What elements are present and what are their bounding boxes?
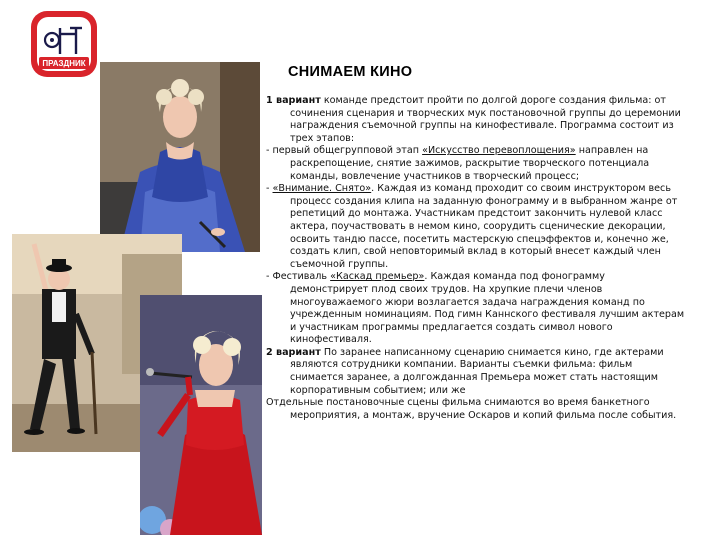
description-text xyxy=(266,95,686,422)
variant-3-text: Отдельные постановочные сцены фильма снимаются во время банкетного мероприятия, а монтаж, вручение Оскаров и копий фильма после события. xyxy=(266,397,677,421)
stage-2-text: . Каждая из команд проходит со своим инструктором весь процесс создания клипа на заданную фонограмму и в выбранном жанре от репетиций до монтажа. Участникам предстоит закончить нулевой класс актера, поучаствовать в немом кино, соорудить сценические декорации, освоить тандю пассе, посетить мастерскую спецэффектов и, конечно же, создать клип, свой неповторимый вклад в который внесет каждый член съемочной группы. xyxy=(290,183,678,270)
stage-3-paragraph xyxy=(266,271,686,347)
page-title: СНИМАЕМ КИНО xyxy=(288,64,413,80)
variant-2-paragraph xyxy=(266,347,686,397)
stage-3-prefix: - Фестиваль xyxy=(266,271,331,283)
stage-1-prefix: - первый общегрупповой этап xyxy=(266,145,423,157)
logo-brand-text: ПРАЗДНИК xyxy=(42,59,86,68)
photo-singer-red-dress xyxy=(140,295,262,535)
stage-1-link[interactable]: «Искусство перевоплощения» xyxy=(422,145,576,157)
stage-2-prefix: - xyxy=(266,183,273,195)
company-logo xyxy=(30,10,98,78)
stage-3-text: . Каждая команда под фонограмму демонстрирует плод своих трудов. На хрупкие плечи членов многоуважаемого жюри возлагается задача награждения команд по учрежденным номинациям. Под гимн Каннского фестиваля лучшим актерам и участникам программы предлагается создать символ нового кинофестиваля. xyxy=(290,271,685,346)
variant-1-label: 1 вариант xyxy=(266,95,321,106)
stage-2-paragraph xyxy=(266,183,686,271)
stage-1-text: направлен на раскрепощение, снятие зажимов, раскрытие творческого потенциала команды, вовлечение участников в творческий процесс; xyxy=(290,145,650,182)
stage-3-link[interactable]: «Каскад премьер» xyxy=(330,271,425,283)
stage-1-paragraph xyxy=(266,145,686,183)
variant-2-label: 2 вариант xyxy=(266,346,321,358)
stage-2-link[interactable]: «Внимание. Снято» xyxy=(272,183,372,195)
photo-blue-gown xyxy=(100,62,260,252)
variant-2-text: По заранее написанному сценарию снимается кино, где актерами являются сотрудники компании. Варианты съемки фильма: фильм снимается заранее, а долгожданная Премьера может стать настоящим корпоративным событием; или же xyxy=(290,346,664,396)
variant-1-lead: команде предстоит пройти по долгой дороге создания фильма: от сочинения сценария и творческих мук постановочной группы до церемонии награждения съемочной группы на кинофестивале. Программа состоит из трех этапов: xyxy=(290,95,681,144)
variant-3-paragraph xyxy=(266,397,686,422)
variant-1-paragraph xyxy=(266,95,686,145)
